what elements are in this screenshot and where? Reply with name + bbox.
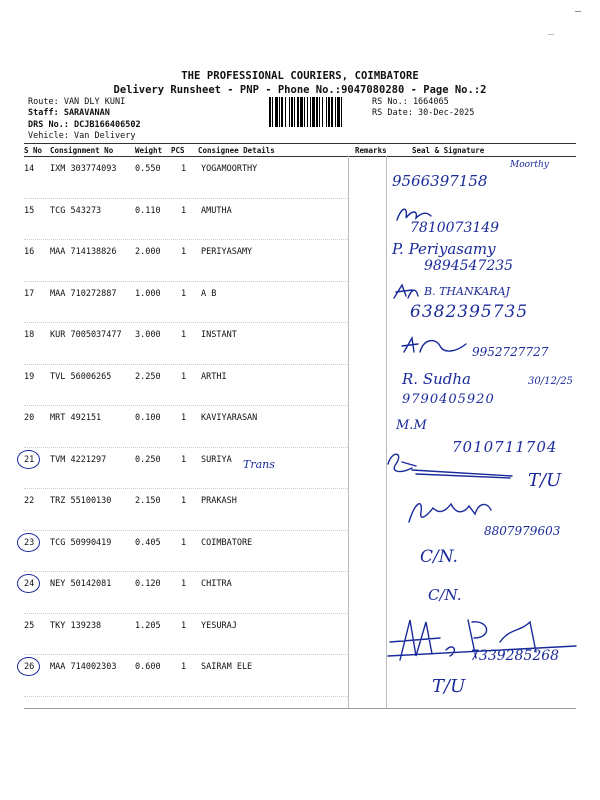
row-pcs: 1 (181, 247, 187, 257)
rs-number: RS No.: 1664065 (372, 97, 449, 107)
row-sno: 14 (24, 164, 35, 174)
row-pcs: 1 (181, 371, 187, 382)
row-pcs: 1 (181, 454, 187, 465)
row-consignee: A B (201, 288, 217, 299)
col-consignment: Consignment No (50, 146, 114, 155)
row-pcs: 1 (181, 288, 187, 299)
row-sno: 15 (24, 205, 35, 216)
row-consignment-no: TCG 50990419 (50, 537, 112, 548)
hand-note-21: Trans (243, 458, 275, 471)
hand-sign-16: P. Periyasamy (392, 240, 496, 258)
staff-label: Staff: SARAVANAN (28, 108, 110, 118)
row-consignee: KAVIYARASAN (201, 413, 258, 423)
row-consignment-no: TVM 4221297 (50, 454, 107, 465)
hand-phone-16: 9894547235 (424, 258, 514, 274)
row-sno: 18 (24, 330, 35, 340)
col-weight: Weight (135, 146, 163, 155)
drs-label: DRS No.: DCJB166406502 (28, 120, 141, 130)
hand-phone-17: 6382395735 (410, 302, 529, 322)
row-pcs: 1 (181, 662, 187, 672)
table-row (0, 365, 600, 407)
row-sno: 22 (24, 496, 35, 506)
row-weight: 1.205 (135, 620, 161, 631)
row-sno: 25 (24, 620, 35, 631)
row-consignment-no: TRZ 55100130 (50, 496, 112, 506)
row-sno: 20 (24, 413, 35, 423)
table-bottom-rule (24, 708, 576, 709)
col-pcs: PCS (171, 146, 185, 155)
row-consignee: INSTANT (201, 330, 237, 340)
route-label: Route: VAN DLY KUNI (28, 97, 126, 107)
row-weight: 2.150 (135, 496, 161, 506)
row-consignee: YESURAJ (201, 620, 237, 631)
row-weight: 0.250 (135, 454, 161, 465)
row-consignee: AMUTHA (201, 205, 232, 216)
circle-mark (17, 533, 40, 552)
row-sno: 16 (24, 247, 35, 257)
runsheet-subtitle: Delivery Runsheet - PNP - Phone No.:9047080280 - Page No.:2 (113, 84, 487, 96)
row-pcs: 1 (181, 579, 187, 589)
signature-21-struck (382, 448, 522, 484)
hand-phone-20: 7010711704 (452, 438, 558, 456)
row-sno: 26 (24, 662, 35, 672)
hand-note-24: C/N. (428, 586, 462, 604)
signature-17 (392, 282, 420, 302)
col-seal-signature: Seal & Signature (412, 146, 485, 155)
table-row (0, 572, 600, 614)
row-weight: 0.405 (135, 537, 161, 548)
signature-18 (400, 334, 470, 360)
corner-mark: — (575, 6, 582, 17)
signature-22 (405, 496, 495, 526)
row-pcs: 1 (181, 330, 187, 340)
row-consignment-no: MAA 714138826 (50, 247, 117, 257)
hand-status-26: T/U (432, 676, 466, 697)
col-remarks: Remarks (355, 146, 387, 155)
row-consignee: COIMBATORE (201, 537, 253, 548)
row-weight: 0.100 (135, 413, 161, 423)
corner-dot: ‾ (548, 34, 555, 45)
hand-sign-19: R. Sudha (402, 370, 471, 388)
row-weight: 2.000 (135, 247, 161, 257)
row-consignee: SAIRAM ELE (201, 662, 253, 672)
header-rule-top (24, 143, 576, 144)
row-sno: 24 (24, 579, 35, 589)
row-sno: 17 (24, 288, 35, 299)
row-consignment-no: MAA 714002303 (50, 662, 117, 672)
row-weight: 0.110 (135, 205, 161, 216)
row-consignment-no: TVL 56006265 (50, 371, 112, 382)
row-consignee: YOGAMOORTHY (201, 164, 258, 174)
row-consignee: PRAKASH (201, 496, 237, 506)
row-consignment-no: NEY 50142081 (50, 579, 112, 589)
circle-mark (17, 450, 40, 469)
hand-note-23: C/N. (420, 547, 458, 567)
row-weight: 3.000 (135, 330, 161, 340)
hand-sign-20: M.M (396, 418, 427, 433)
hand-phone-18: 9952727727 (472, 345, 549, 359)
hand-phone-25: 7339285268 (470, 648, 560, 664)
row-consignment-no: KUR 7005037477 (50, 330, 122, 340)
row-weight: 0.600 (135, 662, 161, 672)
row-consignment-no: MRT 492151 (50, 413, 102, 423)
vehicle-label: Vehicle: Van Delivery (28, 131, 136, 141)
row-sno: 21 (24, 454, 35, 465)
row-consignment-no: MAA 710272887 (50, 288, 117, 299)
row-consignee: PERIYASAMY (201, 247, 253, 257)
hand-sign-14-name: Moorthy (510, 160, 549, 170)
rs-date: RS Date: 30-Dec-2025 (372, 108, 475, 118)
row-consignment-no: TCG 543273 (50, 205, 102, 216)
row-weight: 2.250 (135, 371, 161, 382)
row-pcs: 1 (181, 496, 187, 506)
hand-sign-17: B. THANKARAJ (424, 285, 510, 298)
row-consignee: ARTHI (201, 371, 227, 382)
hand-phone-15: 7810073149 (410, 220, 500, 236)
hand-phone-14: 9566397158 (392, 172, 488, 190)
row-pcs: 1 (181, 164, 187, 174)
row-weight: 0.120 (135, 579, 161, 589)
row-weight: 0.550 (135, 164, 161, 174)
row-consignment-no: IXM 303774093 (50, 164, 117, 174)
row-pcs: 1 (181, 620, 187, 631)
hand-status-21: T/U (528, 470, 562, 491)
row-pcs: 1 (181, 413, 187, 423)
row-weight: 1.000 (135, 288, 161, 299)
row-separator (24, 696, 348, 697)
row-sno: 19 (24, 371, 35, 382)
col-sno: S No (24, 146, 43, 155)
hand-date-19: 30/12/25 (528, 376, 573, 387)
hand-phone-22: 8807979603 (484, 524, 561, 538)
circle-mark (17, 574, 40, 593)
barcode-image (268, 97, 368, 127)
row-pcs: 1 (181, 537, 187, 548)
row-consignee: SURIYA (201, 454, 232, 465)
company-title: THE PROFESSIONAL COURIERS, COIMBATORE (181, 70, 419, 82)
row-pcs: 1 (181, 205, 187, 216)
table-row (0, 199, 600, 241)
row-sno: 23 (24, 537, 35, 548)
row-consignment-no: TKY 139238 (50, 620, 102, 631)
row-consignee: CHITRA (201, 579, 232, 589)
col-consignee: Consignee Details (198, 146, 275, 155)
circle-mark (17, 657, 40, 676)
hand-phone-19: 9790405920 (402, 392, 495, 407)
